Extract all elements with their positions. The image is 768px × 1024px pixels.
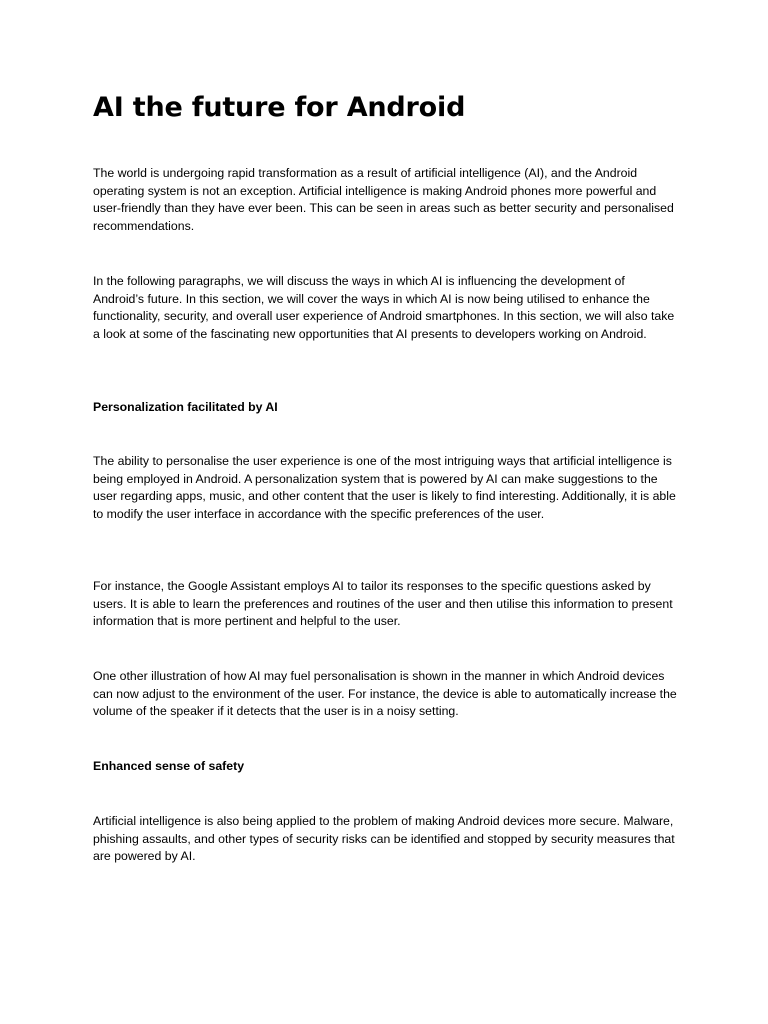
paragraph-environment-adjust: One other illustration of how AI may fuel personalisation is shown in the manner in which Android devices can now adjust to the environment of the user. For instance, the device is able to automatically increase the volume of the speaker if it detects that the user is in a noisy setting. <box>93 669 677 719</box>
paragraph-intro: The world is undergoing rapid transformation as a result of artificial intelligence (AI), and the Android operating system is not an exception. Artificial intelligence is making Android phones more powerful and user-friendly than they have ever been. This can be seen in areas such as better security and personalised recommendations. <box>93 166 674 233</box>
section-heading-personalization: Personalization facilitated by AI <box>93 400 278 414</box>
paragraph-google-assistant: For instance, the Google Assistant employs AI to tailor its responses to the specific questions asked by users. It is able to learn the preferences and routines of the user and then utilise this information to present information that is more pertinent and helpful to the user. <box>93 579 673 629</box>
document-title: AI the future for Android <box>93 92 466 123</box>
paragraph-overview: In the following paragraphs, we will discuss the ways in which AI is influencing the development of Android’s future. In this section, we will cover the ways in which AI is now being utilised to enhance the functionality, security, and overall user experience of Android smartphones. In this section, we will also take a look at some of the fascinating new opportunities that AI presents to developers working on Android. <box>93 274 675 341</box>
section-heading-safety: Enhanced sense of safety <box>93 759 245 773</box>
paragraph-security: Artificial intelligence is also being applied to the problem of making Android devices more secure. Malware, phishing assaults, and other types of security risks can be identified and stopped by security measures that are powered by AI. <box>93 814 675 864</box>
paragraph-personalization: The ability to personalise the user experience is one of the most intriguing ways that artificial intelligence is being employed in Android. A personalization system that is powered by AI can make suggestions to the user regarding apps, music, and other content that the user is likely to find interesting. Additionally, it is able to modify the user interface in accordance with the specific preferences of the user. <box>93 454 676 521</box>
